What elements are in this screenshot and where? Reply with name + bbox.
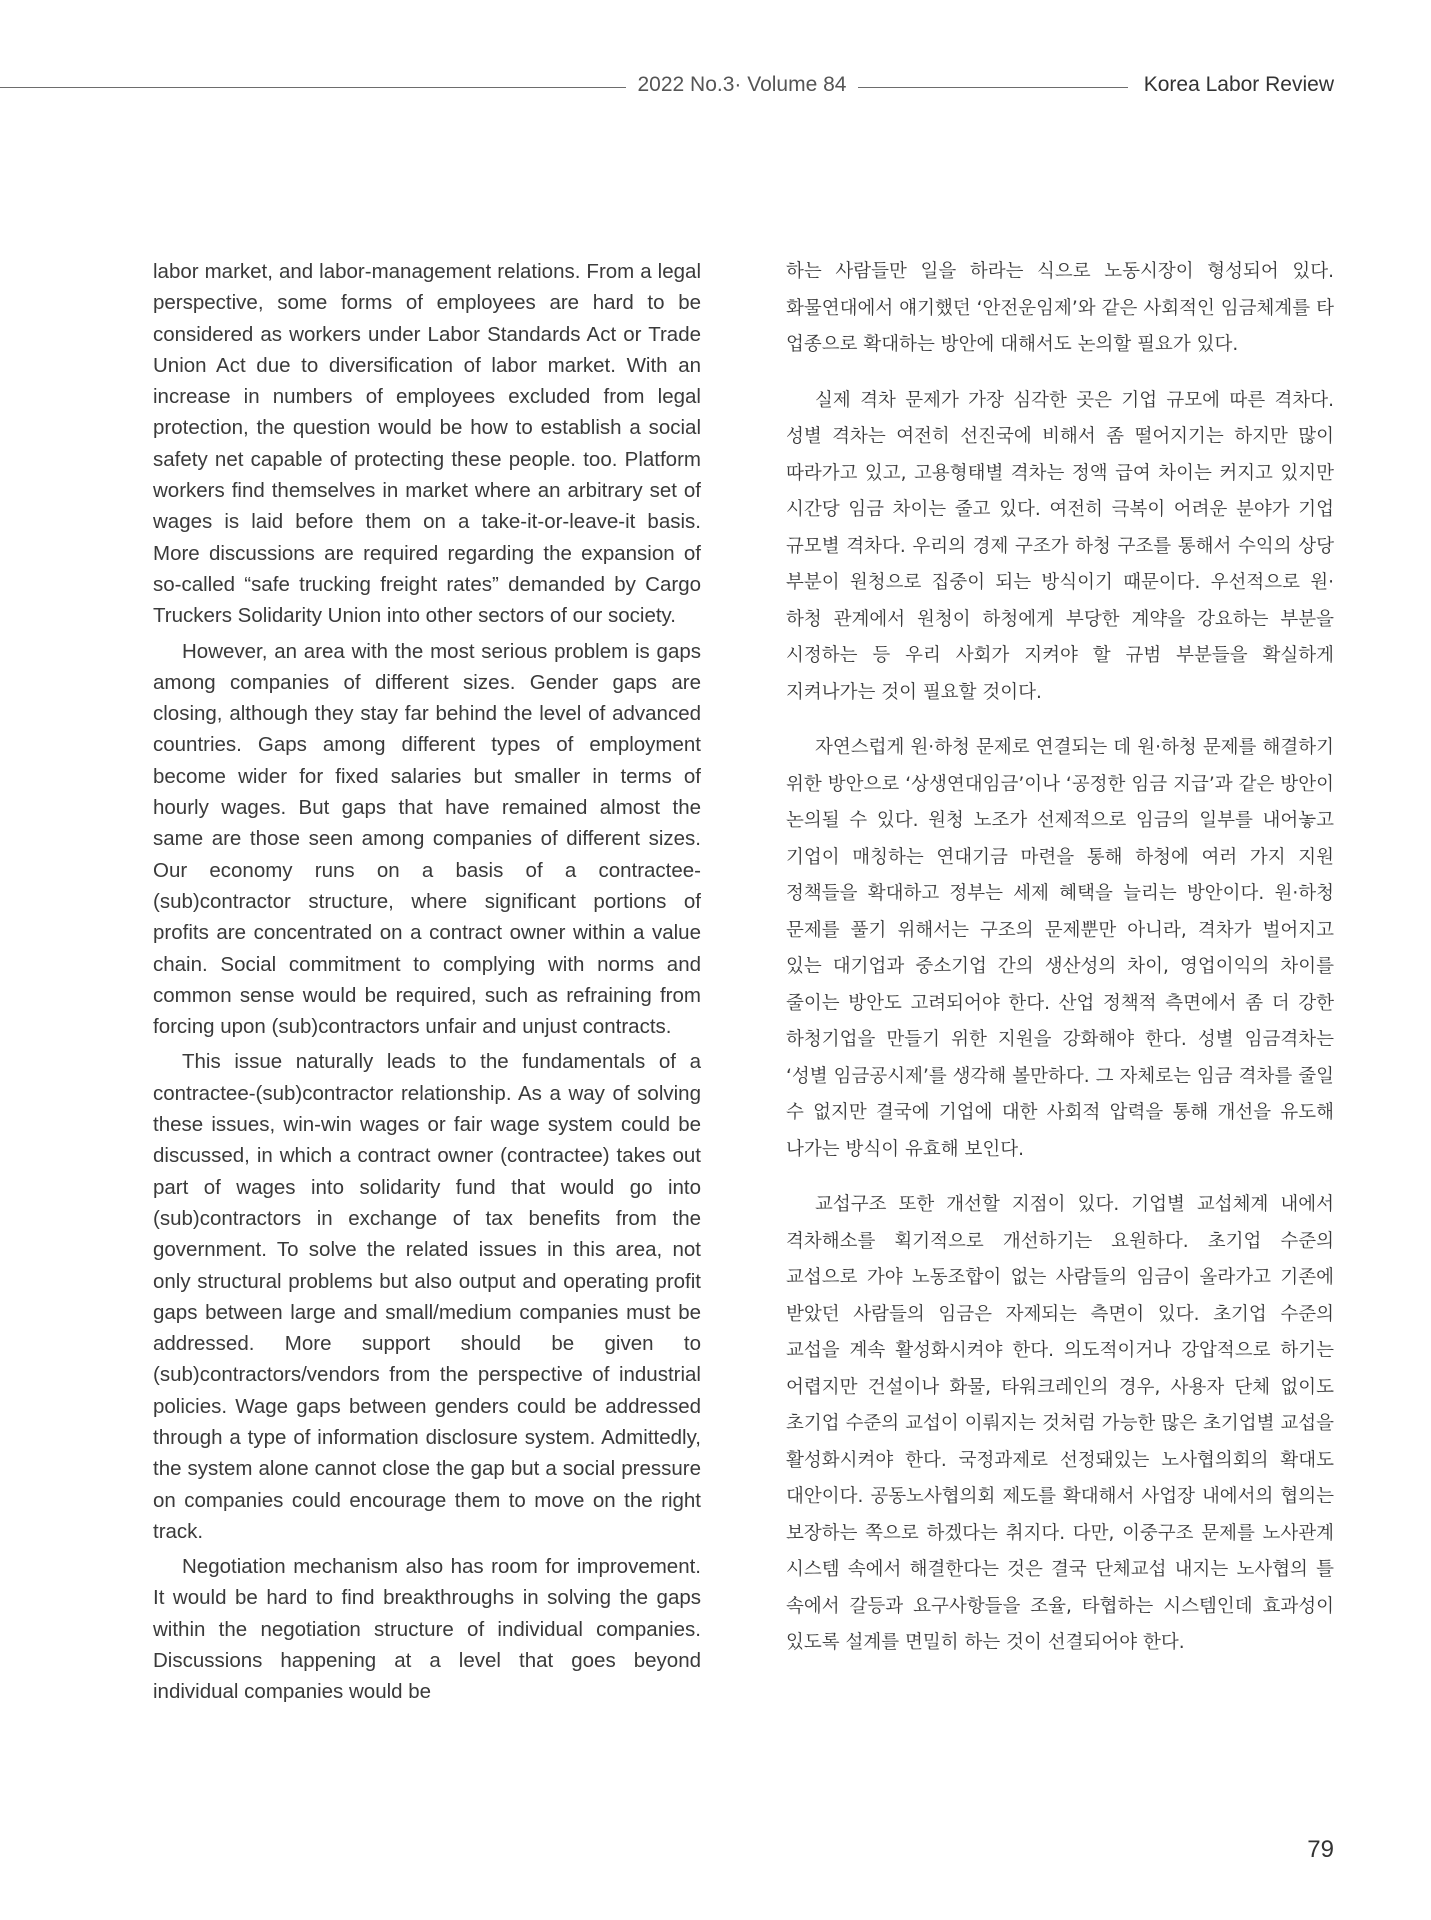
page-number: 79 (1307, 1836, 1334, 1863)
korean-paragraph-2: 실제 격차 문제가 가장 심각한 곳은 기업 규모에 따른 격차다. 성별 격차는 여전히 선진국에 비해서 좀 떨어지기는 하지만 많이 따라가고 있고, 고용형태별 격차는 정액 급여 차이는 커지고 있지만 시간당 임금 차이는 줄고 있다. 여전히 극복이 어려운 분야가 기업 규모별 격차다. 우리의 경제 구조가 하청 구조를 통해서 수익의 상당 부분이 원청으로 집중이 되는 방식이기 때문이다. 우선적으로 원‧하청 관계에서 원청이 하청에게 부당한 계약을 강요하는 부분을 시정하는 등 우리 사회가 지켜야 할 규범 부분들을 확실하게 지켜나가는 것이 필요할 것이다. (786, 389, 1334, 703)
english-paragraph-1: labor market, and labor-management relations. From a legal perspective, some forms of employees are hard to be considered as workers under Labor Standards Act or Trade Union Act due to diversification of labor market. With an increase in numbers of employees excluded from legal protection, the question would be how to establish a social safety net capable of protecting these people. too. Platform workers find themselves in market where an arbitrary set of wages is laid before them on a take-it-or-leave-it basis. More discussions are required regarding the expansion of so-called “safe trucking freight rates” demanded by Cargo Truckers Solidarity Union into other sectors of our society. (153, 260, 701, 628)
header-rule-left (0, 87, 626, 88)
english-column (153, 256, 701, 1712)
korean-column (786, 254, 1334, 1681)
header-rule-middle (858, 87, 1128, 88)
running-header (0, 72, 1334, 102)
korean-paragraph-3: 자연스럽게 원‧하청 문제로 연결되는 데 원‧하청 문제를 해결하기 위한 방안으로 ‘상생연대임금’이나 ‘공정한 임금 지급’과 같은 방안이 논의될 수 있다. 원청 노조가 선제적으로 임금의 일부를 내어놓고 기업이 매칭하는 연대기금 마련을 통해 하청에 여러 가지 지원 정책들을 확대하고 정부는 세제 혜택을 늘리는 방안이다. 원‧하청 문제를 풀기 위해서는 구조의 문제뿐만 아니라, 격차가 벌어지고 있는 대기업과 중소기업 간의 생산성의 차이, 영업이익의 차이를 줄이는 방안도 고려되어야 한다. 산업 정책적 측면에서 좀 더 강한 하청기업을 만들기 위한 지원을 강화해야 한다. 성별 임금격차는 ‘성별 임금공시제’를 생각해 볼만하다. 그 자체로는 임금 격차를 줄일 수 없지만 결국에 기업에 대한 사회적 압력을 통해 개선을 유도해 나가는 방식이 유효해 보인다. (786, 737, 1334, 1160)
english-paragraph-4: Negotiation mechanism also has room for improvement. It would be hard to find breakthroughs in solving the gaps within the negotiation structure of individual companies. Discussions happening at a level that goes beyond individual companies would be (153, 1555, 701, 1704)
journal-title: Korea Labor Review (1143, 73, 1334, 96)
english-paragraph-3: This issue naturally leads to the fundamentals of a contractee-(sub)contractor relationship. As a way of solving these issues, win-win wages or fair wage system could be discussed, in which a contract owner (contractee) takes out part of wages into solidarity fund that would go into (sub)contractors in exchange of tax benefits from the government. To solve the related issues in this area, not only structural problems but also output and operating profit gaps between large and small/medium companies must be addressed. More support should be given to (sub)contractors/vendors from the perspective of industrial policies. Wage gaps between genders could be addressed through a type of information disclosure system. Admittedly, the system alone cannot close the gap but a social pressure on companies could encourage them to move on the right track. (153, 1050, 701, 1543)
korean-paragraph-4: 교섭구조 또한 개선할 지점이 있다. 기업별 교섭체계 내에서 격차해소를 획기적으로 개선하기는 요원하다. 초기업 수준의 교섭으로 가야 노동조합이 없는 사람들의 임금이 올라가고 기존에 받았던 사람들의 임금은 자제되는 측면이 있다. 초기업 수준의 교섭을 계속 활성화시켜야 한다. 의도적이거나 강압적으로 하기는 어렵지만 건설이나 화물, 타워크레인의 경우, 사용자 단체 없이도 초기업 수준의 교섭이 이뤄지는 것처럼 가능한 많은 초기업별 교섭을 활성화시켜야 한다. 국정과제로 선정돼있는 노사협의회의 확대도 대안이다. 공동노사협의회 제도를 확대해서 사업장 내에서의 협의는 보장하는 쪽으로 하겠다는 취지다. 다만, 이중구조 문제를 노사관계 시스템 속에서 해결한다는 것은 결국 단체교섭 내지는 노사협의 틀 속에서 갈등과 요구사항들을 조율, 타협하는 시스템인데 효과성이 있도록 설계를 면밀히 하는 것이 선결되어야 한다. (786, 1194, 1334, 1653)
english-paragraph-2: However, an area with the most serious problem is gaps among companies of different sizes. Gender gaps are closing, although they stay far behind the level of advanced countries. Gaps among different types of employment become wider for fixed salaries but smaller in terms of hourly wages. But gaps that have remained almost the same are those seen among companies of different sizes. Our economy runs on a basis of a contractee-(sub)contractor structure, where significant portions of profits are concentrated on a contract owner within a value chain. Social commitment to complying with norms and common sense would be required, such as refraining from forcing upon (sub)contractors unfair and unjust contracts. (153, 639, 701, 1039)
issue-label: 2022 No.3· Volume 84 (637, 73, 847, 96)
korean-paragraph-1: 하는 사람들만 일을 하라는 식으로 노동시장이 형성되어 있다. 화물연대에서 얘기했던 ‘안전운임제’와 같은 사회적인 임금체계를 타 업종으로 확대하는 방안에 대해서도 논의할 필요가 있다. (786, 261, 1334, 355)
